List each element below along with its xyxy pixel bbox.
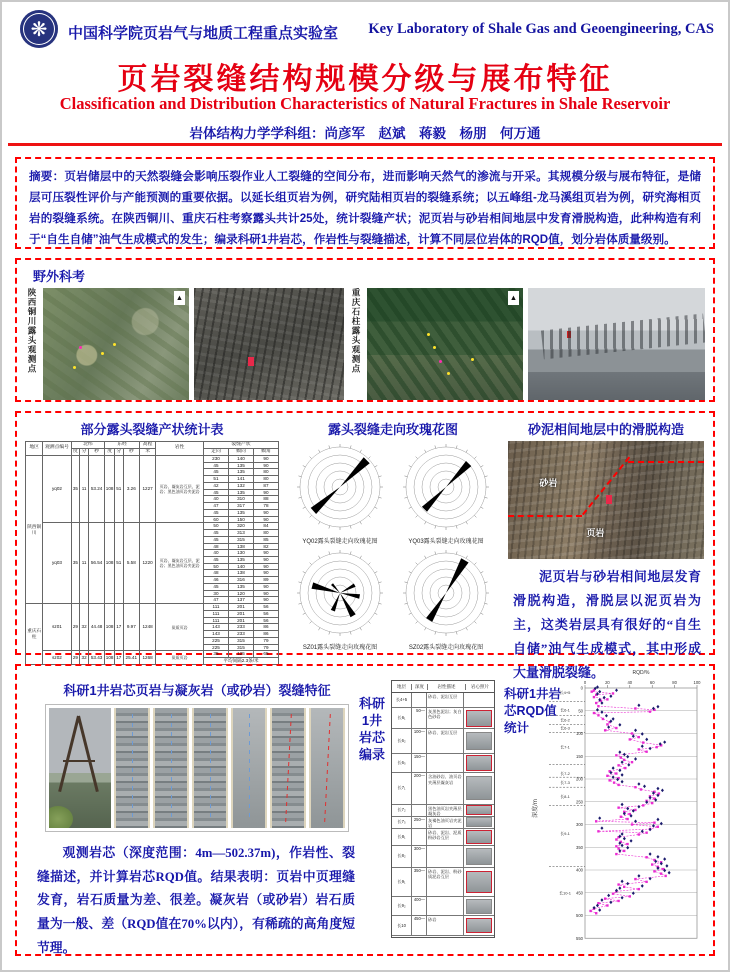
core-log-row: 长6₂ 100— 砂岩、泥岩互层 bbox=[392, 729, 494, 753]
rig-crossbar bbox=[63, 760, 95, 762]
svg-text:RQD/%: RQD/% bbox=[632, 670, 650, 676]
table-row: 40 130 90 bbox=[26, 550, 279, 557]
svg-text:20: 20 bbox=[605, 680, 610, 685]
core-log-row: 长8₁ 砂岩、泥岩、泥质粉砂岩互层 bbox=[392, 829, 494, 846]
field-survey-heading: 野外科考 bbox=[33, 269, 86, 284]
core-log-table bbox=[391, 680, 495, 938]
core-log-row: 长6₃ 150— bbox=[392, 754, 494, 773]
rose-caption: SZ01露头裂缝走向玫瑰花图 bbox=[302, 645, 378, 651]
rose-diagram bbox=[400, 547, 492, 651]
core-log-row: 长6₁ 50— 灰黑色泥岩；灰白色砂岩 bbox=[392, 708, 494, 730]
rose-panel bbox=[287, 418, 499, 651]
core-photo bbox=[192, 708, 228, 828]
stats-table: 地区 观测点编号 北纬 东经 高程 岩性 裂缝产状 度 分 秒 度 分 秒 米 走向 倾向 倾角 陕西铜川 yq02 35 11 53.24 108 51 3.26 1227 页岩、凝灰岩互层、泥岩；黑色油页岩夹泥岩 230 140 90 45 135 90 45 135 80 51 141 80 42 132 87 45 135 90 40 310 88 47 317 78 45 135 90 60 150 90 yq03 35 11 56.54 108 51 5.58 1220 页岩、凝灰岩互层、泥岩；黑色油页岩夹泥岩 50 320 84 45 313 80 45 315 85 48 138 82 40 130 90 45 135 90 50 140 90 48 138 90 46 316 89 45 135 90 30 120 90 47 137 90 重庆石柱 sz01 29 32 44.48 108 17 9.97 1248 炭质页岩 111 201 56 111 201 56 111 201 56 143 233 86 143 233 86 225 315 79 225 315 79 sz02 29 32 53.43 108 17 25.41 1268 炭质页岩 35 125 65 平均间隔2.3条/米 bbox=[25, 441, 279, 665]
core-log-header: 岩性描述 bbox=[428, 684, 466, 690]
rose-caption: YQ03露头裂缝走向玫瑰花图 bbox=[408, 539, 484, 545]
core-log-vertical-label: 科研1井岩芯编录 bbox=[358, 696, 385, 762]
core-photo bbox=[114, 708, 150, 828]
svg-text:150: 150 bbox=[576, 753, 583, 759]
svg-text:长6-2: 长6-2 bbox=[560, 717, 570, 723]
core-photos-title: 科研1井岩芯页岩与凝灰岩（或砂岩）裂缝特征 bbox=[63, 683, 331, 698]
core-log-header: 岩心照片 bbox=[471, 683, 489, 689]
rqd-depth-chart bbox=[545, 666, 730, 954]
table-row: 45 135 90 bbox=[26, 583, 279, 590]
table-row: 45 135 90 bbox=[26, 489, 279, 496]
table-row: 111 201 56 bbox=[26, 617, 279, 624]
slump-structure-photo bbox=[508, 441, 704, 559]
table-row: 225 315 79 bbox=[26, 637, 279, 644]
svg-text:50: 50 bbox=[578, 708, 583, 714]
north-arrow-icon: ▲ bbox=[508, 291, 519, 305]
rig-leg bbox=[58, 716, 80, 792]
table-row: 111 201 56 bbox=[26, 610, 279, 617]
observation-pin bbox=[427, 333, 430, 336]
poster-header bbox=[2, 2, 728, 148]
core-log-header: 深度 bbox=[412, 684, 428, 690]
field-notebook-marker bbox=[606, 495, 612, 504]
svg-text:200: 200 bbox=[576, 776, 583, 782]
core-photo-strip bbox=[45, 704, 349, 832]
table-row: 重庆石柱 sz01 29 32 44.48 108 17 9.97 1248 炭质页岩 111 201 56 bbox=[26, 604, 279, 611]
observation-pin bbox=[447, 372, 450, 375]
rose-diagram bbox=[400, 441, 492, 545]
svg-text:长7-1: 长7-1 bbox=[560, 744, 570, 750]
core-log-row: 长4+5 砂岩、泥岩互层 bbox=[392, 693, 494, 708]
svg-text:550: 550 bbox=[576, 935, 583, 941]
svg-text:长8-1: 长8-1 bbox=[560, 793, 570, 799]
slip-surface-line bbox=[508, 515, 582, 517]
table-row: 47 137 90 bbox=[26, 597, 279, 604]
svg-text:350: 350 bbox=[576, 844, 583, 850]
svg-text:400: 400 bbox=[576, 867, 583, 873]
table-row: 45 135 80 bbox=[26, 469, 279, 476]
core-log-row: 长9₂ 400— bbox=[392, 897, 494, 916]
svg-text:40: 40 bbox=[627, 680, 633, 685]
table-row: 51 141 80 bbox=[26, 476, 279, 483]
field-notebook-marker bbox=[248, 357, 254, 366]
table-row: 48 138 82 bbox=[26, 543, 279, 550]
svg-text:100: 100 bbox=[576, 731, 583, 736]
rose-diagram bbox=[294, 547, 386, 651]
lab-name-cn: 中国科学院页岩气与地质工程重点实验室 bbox=[68, 25, 339, 42]
outcrop-photo-shizhu bbox=[528, 288, 705, 400]
table-row: 46 316 89 bbox=[26, 577, 279, 584]
svg-text:长7-2: 长7-2 bbox=[560, 771, 570, 777]
observation-pin bbox=[73, 366, 76, 369]
rqd-y-axis-label: 深度/m bbox=[532, 799, 539, 818]
core-log-row: 长7₃ 250— 灰褐色油页岩夹泥岩 bbox=[392, 817, 494, 829]
table-row: 143 233 86 bbox=[26, 631, 279, 638]
table-row: 45 135 90 bbox=[26, 509, 279, 516]
shizhu-map-caption: 重庆石柱露头观测点 bbox=[351, 288, 361, 374]
svg-text:0: 0 bbox=[580, 685, 583, 691]
table-row: 42 132 87 bbox=[26, 482, 279, 489]
table-row: 平均间隔2.3条/米 bbox=[26, 658, 279, 665]
svg-text:450: 450 bbox=[576, 890, 583, 896]
slump-paragraph: 泥页岩与砂岩相间地层发育滑脱构造，滑脱层以泥页岩为主，这类岩层具有很好的“自生自储”油气生成模式，其中形成大量滑脱裂缝。 bbox=[513, 569, 701, 681]
sandstone-label: 砂岩 bbox=[539, 478, 558, 489]
slip-surface-line bbox=[582, 457, 630, 516]
satellite-map-shizhu-photo bbox=[367, 288, 523, 400]
core-photo bbox=[231, 708, 267, 828]
table-row: 47 317 78 bbox=[26, 503, 279, 510]
satellite-map-tongchuan-photo bbox=[43, 288, 189, 400]
lab-name-en: Key Laboratory of Shale Gas and Geoengineering, CAS bbox=[368, 21, 714, 37]
observation-pin bbox=[439, 360, 442, 363]
table-row: 45 135 90 bbox=[26, 462, 279, 469]
core-log-row: 长7₁ 200— 含油砂岩、油页岩夹薄层凝灰岩 bbox=[392, 773, 494, 805]
core-log-row: 长10 450— 砂岩 bbox=[392, 916, 494, 935]
rig-leg bbox=[77, 716, 99, 792]
drilling-rig-photo bbox=[49, 708, 111, 828]
table-row: 60 150 90 bbox=[26, 516, 279, 523]
abstract-text: 摘要：页岩储层中的天然裂缝会影响压裂作业人工裂缝的空间分布，进而影响天然气的渗流与开采。其规模分级与展布特征，是储层可压裂性评价与产能预测的重要依据。以延长组页岩为例，研究陆相页岩的裂缝系统；以五峰组-龙马溪组页岩为例，研究海相页岩的裂缝系统。在陕西铜川、重庆石柱考察露头共计25处，统计裂缝产状；泥页岩与砂岩相间地层中发育滑脱构造，此种构造有利于“自生自储”油气生成模式的发生；编录科研1井岩芯，作岩性与裂缝描述，计算不同层位岩体的RQD值，划分岩体质量级别。 bbox=[29, 170, 701, 247]
svg-text:长6-3: 长6-3 bbox=[560, 725, 570, 731]
table-row: 143 233 86 bbox=[26, 624, 279, 631]
rose-grid bbox=[287, 441, 499, 651]
cas-logo-icon: ❋ bbox=[20, 10, 58, 48]
stats-table-panel bbox=[25, 418, 279, 663]
svg-text:100: 100 bbox=[693, 680, 701, 685]
table-row: 陕西铜川 yq02 35 11 53.24 108 51 3.26 1227 页岩、凝灰岩互层、泥岩；黑色油页岩夹泥岩 230 140 90 bbox=[26, 455, 279, 462]
core-photo bbox=[270, 708, 306, 828]
rose-caption: YQ02露头裂缝走向玫瑰花图 bbox=[302, 539, 378, 545]
shale-label: 页岩 bbox=[586, 527, 605, 538]
slump-title: 砂泥相间地层中的滑脱构造 bbox=[527, 422, 684, 437]
table-row: 48 138 90 bbox=[26, 570, 279, 577]
observation-pin bbox=[433, 346, 436, 349]
svg-text:长9-1: 长9-1 bbox=[560, 831, 570, 837]
table-row: 50 140 90 bbox=[26, 563, 279, 570]
foliage bbox=[49, 806, 73, 828]
core-log-row: 长9₁ 350— 砂岩、泥岩、粉砂质泥岩互层 bbox=[392, 868, 494, 897]
core-photo bbox=[153, 708, 189, 828]
svg-text:250: 250 bbox=[576, 799, 583, 805]
observation-pin bbox=[471, 358, 474, 361]
field-survey-section bbox=[15, 258, 715, 402]
core-photo bbox=[309, 708, 345, 828]
table-row: sz02 29 32 53.43 108 17 25.41 1268 炭质页岩 35 125 65 bbox=[26, 651, 279, 658]
svg-text:长7-3: 长7-3 bbox=[560, 780, 570, 786]
geologist-figure bbox=[567, 331, 571, 338]
table-row: 30 120 90 bbox=[26, 590, 279, 597]
core-section bbox=[15, 664, 715, 956]
svg-text:500: 500 bbox=[576, 913, 583, 918]
rose-title: 露头裂缝走向玫瑰花图 bbox=[327, 422, 458, 437]
table-row: 45 313 80 bbox=[26, 530, 279, 537]
poster-title-cn: 页岩裂缝结构规模分级与展布特征 bbox=[117, 63, 613, 96]
observation-pin bbox=[79, 346, 82, 349]
observation-pin bbox=[101, 352, 104, 355]
table-row: 40 310 88 bbox=[26, 496, 279, 503]
rqd-chart-title: 科研1井岩芯RQD值统计 bbox=[504, 687, 561, 735]
outcrop-photo-tongchuan bbox=[194, 288, 344, 400]
tongchuan-map-caption: 陕西铜川露头观测点 bbox=[27, 288, 37, 374]
core-log-header: 地层 bbox=[392, 684, 412, 690]
rose-diagram bbox=[294, 441, 386, 545]
svg-text:80: 80 bbox=[672, 680, 677, 685]
table-row: 45 135 90 bbox=[26, 556, 279, 563]
abstract-section bbox=[15, 157, 715, 249]
field-photo-row bbox=[25, 288, 705, 400]
author-list: 岩体结构力学学科组：尚彦军 赵斌 蒋毅 杨朋 何万通 bbox=[189, 126, 541, 141]
svg-text:长10-1: 长10-1 bbox=[558, 890, 572, 896]
observation-pin bbox=[113, 343, 116, 346]
svg-text:长6-1: 长6-1 bbox=[560, 707, 570, 713]
svg-text:60: 60 bbox=[649, 680, 655, 685]
svg-text:长4+5: 长4+5 bbox=[559, 690, 571, 696]
table-row: 225 315 79 bbox=[26, 644, 279, 651]
svg-text:300: 300 bbox=[576, 822, 583, 827]
poster-title-en: Classification and Distribution Characteristics of Natural Fractures in Shale Reservoir bbox=[59, 94, 671, 113]
slip-surface-line bbox=[628, 461, 704, 463]
core-log-row: 长8₂ 300— bbox=[392, 846, 494, 868]
core-log-row: 长7₂ 黑色油页岩夹薄层凝灰岩 bbox=[392, 805, 494, 817]
table-row: 45 315 85 bbox=[26, 536, 279, 543]
core-paragraph: 观测岩芯（深度范围：4m—502.37m)，作岩性、裂缝描述，并计算岩芯RQD值。结果表明：页岩中页理缝发育，岩石质量为差、很差。凝灰岩（或砂岩）岩石质量为一般、差（RQD值在70%以内），有稀疏的高角度短节理。 bbox=[37, 846, 355, 955]
north-arrow-icon: ▲ bbox=[174, 291, 185, 305]
header-divider bbox=[8, 143, 722, 146]
stats-table-title: 部分露头裂缝产状统计表 bbox=[80, 422, 224, 437]
rose-caption: SZ02露头裂缝走向玫瑰花图 bbox=[408, 645, 484, 651]
svg-text:0: 0 bbox=[583, 680, 587, 685]
table-row: yq03 35 11 56.54 108 51 5.58 1220 页岩、凝灰岩互层、泥岩；黑色油页岩夹泥岩 50 320 84 bbox=[26, 523, 279, 530]
